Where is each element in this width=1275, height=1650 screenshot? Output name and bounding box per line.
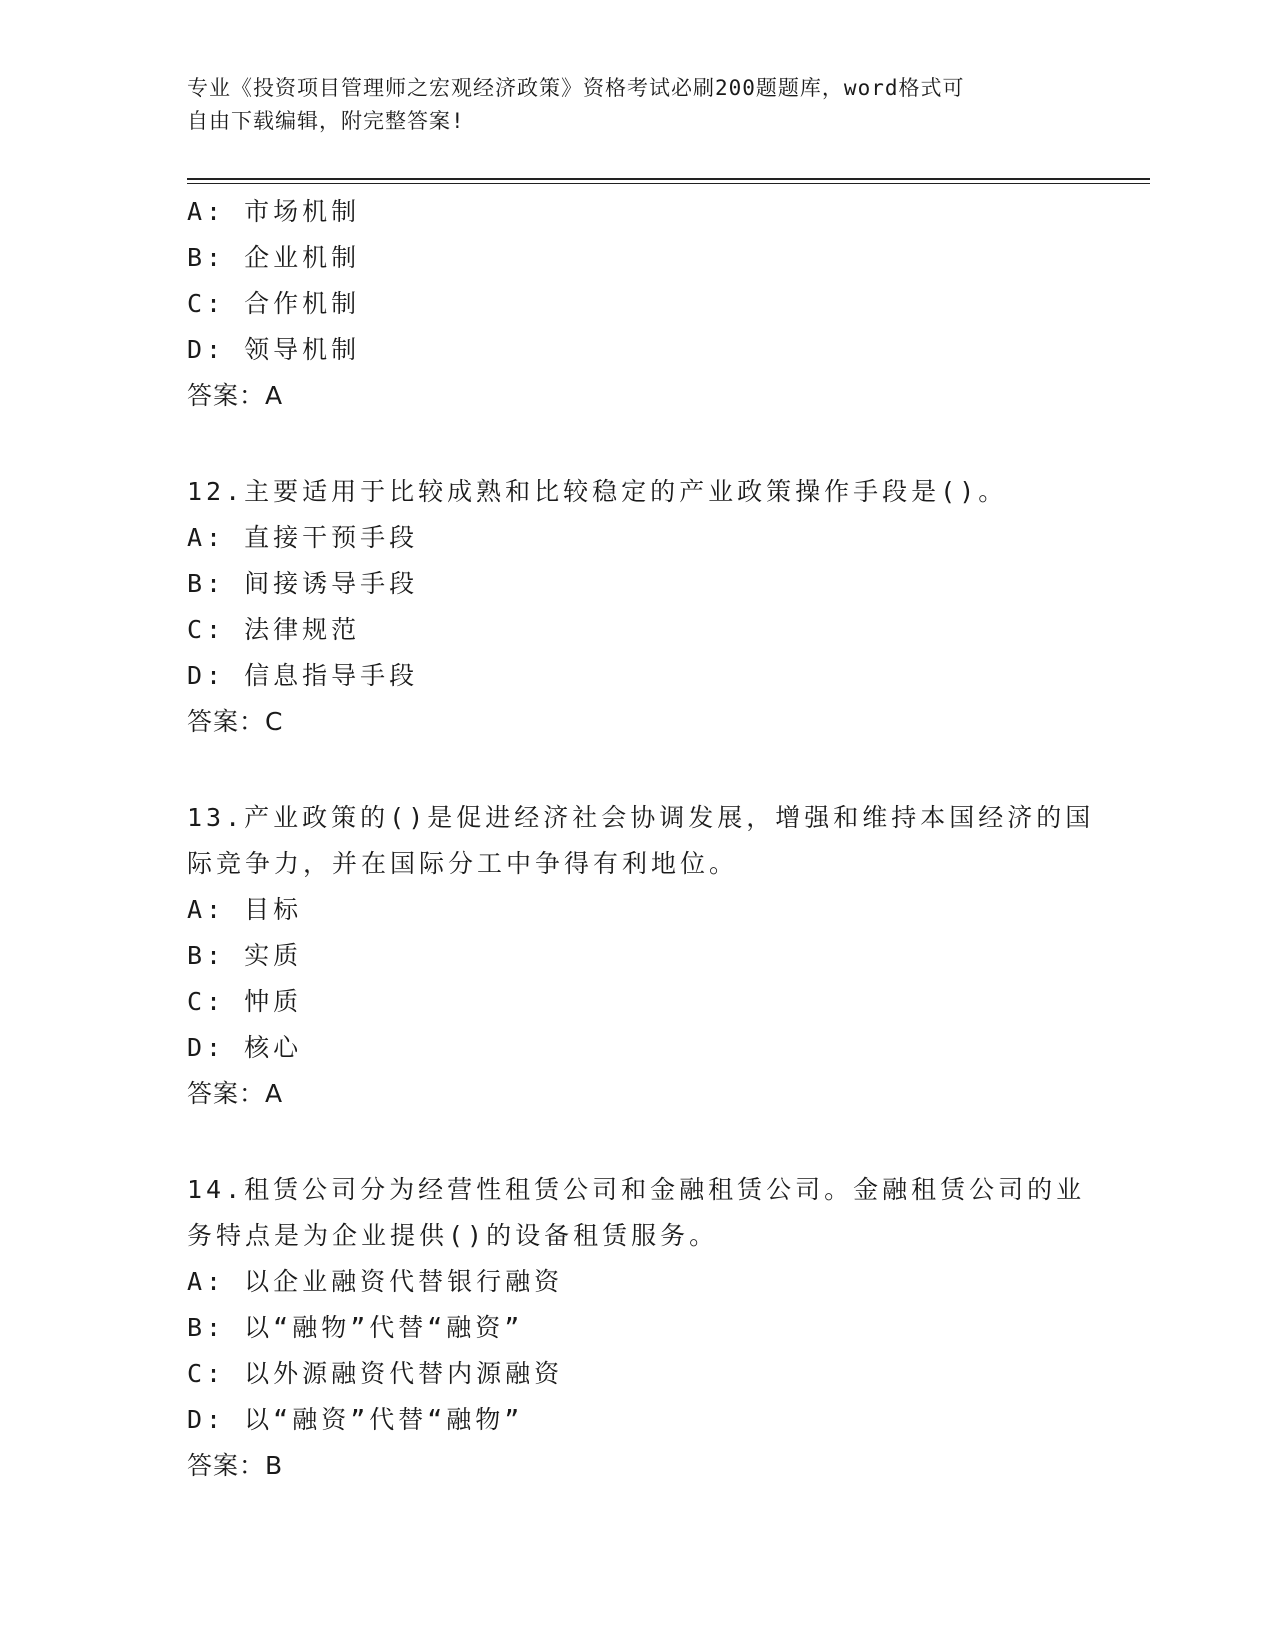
header-line-2: 自由下载编辑，附完整答案! xyxy=(187,109,465,133)
q14-option-a: A: 以企业融资代替银行融资 xyxy=(187,1267,564,1296)
q14-text-line-1: 14.租赁公司分为经营性租赁公司和金融租赁公司。金融租赁公司的业 xyxy=(187,1175,1086,1204)
header-divider-thick xyxy=(187,178,1150,180)
q12-option-b: B: 间接诱导手段 xyxy=(187,569,419,598)
q14-option-b: B: 以“融物”代替“融资” xyxy=(187,1313,524,1342)
q13-option-d: D: 核心 xyxy=(187,1033,303,1062)
q13-text-line-2: 际竞争力，并在国际分工中争得有利地位。 xyxy=(187,849,739,878)
q12-text: 12.主要适用于比较成熟和比较稳定的产业政策操作手段是()。 xyxy=(187,477,1008,506)
question-list xyxy=(187,189,1095,1489)
q14-text-line-2: 务特点是为企业提供()的设备租赁服务。 xyxy=(187,1221,719,1250)
question-11-block xyxy=(187,189,1087,419)
q13-option-a: A: 目标 xyxy=(187,895,303,924)
q13-option-b: B: 实质 xyxy=(187,941,303,970)
q12-answer: 答案：C xyxy=(187,707,284,736)
q12-option-a: A: 直接干预手段 xyxy=(187,523,419,552)
spacer xyxy=(187,419,1087,469)
q11-answer: 答案：A xyxy=(187,381,284,410)
header-line-1: 专业《投资项目管理师之宏观经济政策》资格考试必刷200题题库，word格式可 xyxy=(187,76,965,100)
q13-option-c: C: 忡质 xyxy=(187,987,303,1016)
header-divider-thin xyxy=(187,183,1150,184)
q11-option-c: C: 合作机制 xyxy=(187,289,361,318)
spacer xyxy=(187,745,1087,795)
q12-option-d: D: 信息指导手段 xyxy=(187,661,419,690)
q14-option-c: C: 以外源融资代替内源融资 xyxy=(187,1359,564,1388)
question-14-block xyxy=(187,1167,1087,1489)
question-13-block xyxy=(187,795,1095,1117)
q11-option-a: A: 市场机制 xyxy=(187,197,361,226)
q13-text-line-1: 13.产业政策的()是促进经济社会协调发展，增强和维持本国经济的国 xyxy=(187,803,1095,832)
q14-answer: 答案：B xyxy=(187,1451,284,1480)
document-header xyxy=(187,72,1087,138)
q13-answer: 答案：A xyxy=(187,1079,284,1108)
question-12-block xyxy=(187,469,1087,745)
q14-option-d: D: 以“融资”代替“融物” xyxy=(187,1405,524,1434)
q12-option-c: C: 法律规范 xyxy=(187,615,361,644)
q11-option-d: D: 领导机制 xyxy=(187,335,361,364)
spacer xyxy=(187,1117,1087,1167)
q11-option-b: B: 企业机制 xyxy=(187,243,361,272)
